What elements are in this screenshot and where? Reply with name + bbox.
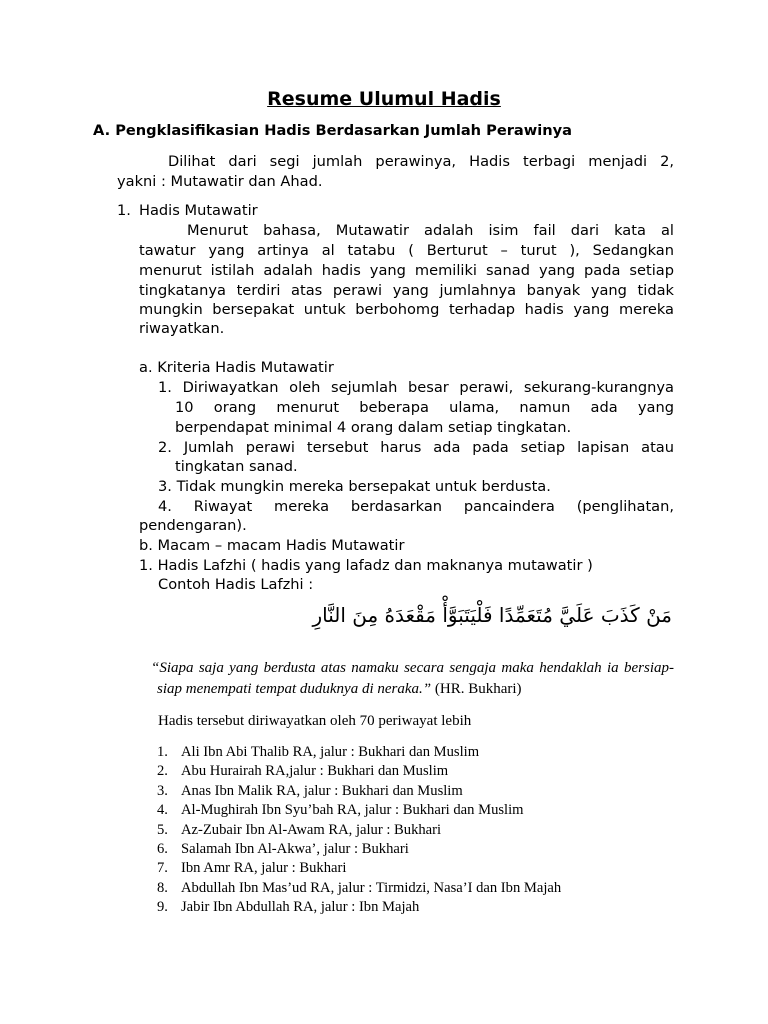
arabic-hadith: مَنْ كَذَبَ عَلَيَّ مُتَعَمِّدًا فَلْيَتَبَوَّأْ مَقْعَدَهُ مِنَ النَّارِ — [312, 603, 672, 627]
criteria-line: berpendapat minimal 4 orang dalam setiap tingkatan. — [175, 419, 572, 436]
criteria-line: tingkatan sanad. — [175, 458, 298, 475]
list-number: 6. — [157, 841, 168, 858]
list-item — [157, 898, 677, 917]
list-item — [157, 782, 677, 801]
list-text: Anas Ibn Malik RA, jalur : Bukhari dan Muslim — [181, 782, 463, 799]
narrated-intro: Hadis tersebut diriwayatkan oleh 70 periwayat lebih — [158, 713, 472, 729]
list-text: Jabir Ibn Abdullah RA, jalur : Ibn Majah — [181, 899, 420, 916]
list-number: 4. — [157, 802, 168, 819]
list-item — [157, 762, 677, 781]
mutawatir-para-line: tingkatanya terdiri atas perawi yang jumlahnya banyak yang tidak — [139, 282, 674, 299]
quote-text: siap menempati tempat duduknya di neraka.” — [157, 681, 432, 697]
criteria-line: 4. Riwayat mereka berdasarkan pancaindera (penglihatan, — [158, 498, 674, 515]
list-item — [157, 743, 677, 762]
list-item — [157, 859, 677, 878]
list-text: Abdullah Ibn Mas’ud RA, jalur : Tirmidzi, Nasa’I dan Ibn Majah — [181, 879, 562, 896]
types-heading: b. Macam – macam Hadis Mutawatir — [139, 537, 405, 554]
criteria-line: 10 orang menurut beberapa ulama, namun ada yang — [175, 399, 674, 416]
quote-source: (HR. Bukhari) — [431, 681, 522, 697]
section-heading-a: A. Pengklasifikasian Hadis Berdasarkan Jumlah Perawinya — [93, 122, 573, 139]
lafzhi-line: 1. Hadis Lafzhi ( hadis yang lafadz dan maknanya mutawatir ) — [139, 557, 593, 574]
criteria-line: 1. Diriwayatkan oleh sejumlah besar perawi, sekurang-kurangnya — [158, 379, 674, 396]
mutawatir-para-line: Menurut bahasa, Mutawatir adalah isim fail dari kata al — [187, 222, 674, 239]
item-1-number: 1. — [117, 202, 131, 219]
list-number: 9. — [157, 899, 168, 916]
document-title: Resume Ulumul Hadis — [267, 88, 501, 110]
intro-line-1: Dilihat dari segi jumlah perawinya, Hadis terbagi menjadi 2, — [168, 153, 674, 170]
list-text: Ibn Amr RA, jalur : Bukhari — [181, 860, 347, 877]
list-text: Salamah Ibn Al-Akwa’, jalur : Bukhari — [181, 841, 409, 858]
quote-line-2 — [157, 677, 522, 701]
criteria-line: 2. Jumlah perawi tersebut harus ada pada setiap lapisan atau — [158, 439, 674, 456]
list-number: 2. — [157, 763, 168, 780]
mutawatir-para-line: menurut istilah adalah hadis yang memiliki sanad yang pada setiap — [139, 262, 674, 279]
list-number: 3. — [157, 782, 168, 799]
criteria-heading: a. Kriteria Hadis Mutawatir — [139, 359, 334, 376]
list-text: Ali Ibn Abi Thalib RA, jalur : Bukhari dan Muslim — [181, 744, 480, 760]
list-number: 7. — [157, 860, 168, 877]
list-number: 5. — [157, 821, 168, 838]
example-label: Contoh Hadis Lafzhi : — [158, 576, 314, 593]
quote-line-1: “Siapa saja yang berdusta atas namaku secara sengaja maka hendaklah ia bersiap- — [151, 660, 674, 676]
list-item — [157, 801, 677, 820]
list-text: Al-Mughirah Ibn Syu’bah RA, jalur : Bukhari dan Muslim — [181, 802, 524, 819]
list-text: Az-Zubair Ibn Al-Awam RA, jalur : Bukhari — [181, 821, 442, 838]
item-1-heading: Hadis Mutawatir — [139, 202, 258, 219]
list-item — [157, 821, 677, 840]
list-text: Abu Hurairah RA,jalur : Bukhari dan Muslim — [181, 763, 449, 780]
mutawatir-para-line: tawatur yang artinya al tatabu ( Berturut – turut ), Sedangkan — [139, 242, 674, 259]
intro-line-2: yakni : Mutawatir dan Ahad. — [117, 173, 323, 190]
list-item — [157, 840, 677, 859]
mutawatir-para-line: riwayatkan. — [139, 320, 225, 337]
list-number: 8. — [157, 879, 168, 896]
criteria-line: pendengaran). — [139, 517, 247, 534]
mutawatir-para-line: mungkin bersepakat untuk berbohomg terhadap hadis yang mereka — [139, 301, 674, 318]
narrator-list — [157, 743, 677, 918]
list-number: 1. — [157, 744, 168, 760]
criteria-line: 3. Tidak mungkin mereka bersepakat untuk berdusta. — [158, 478, 551, 495]
list-item — [157, 879, 677, 898]
